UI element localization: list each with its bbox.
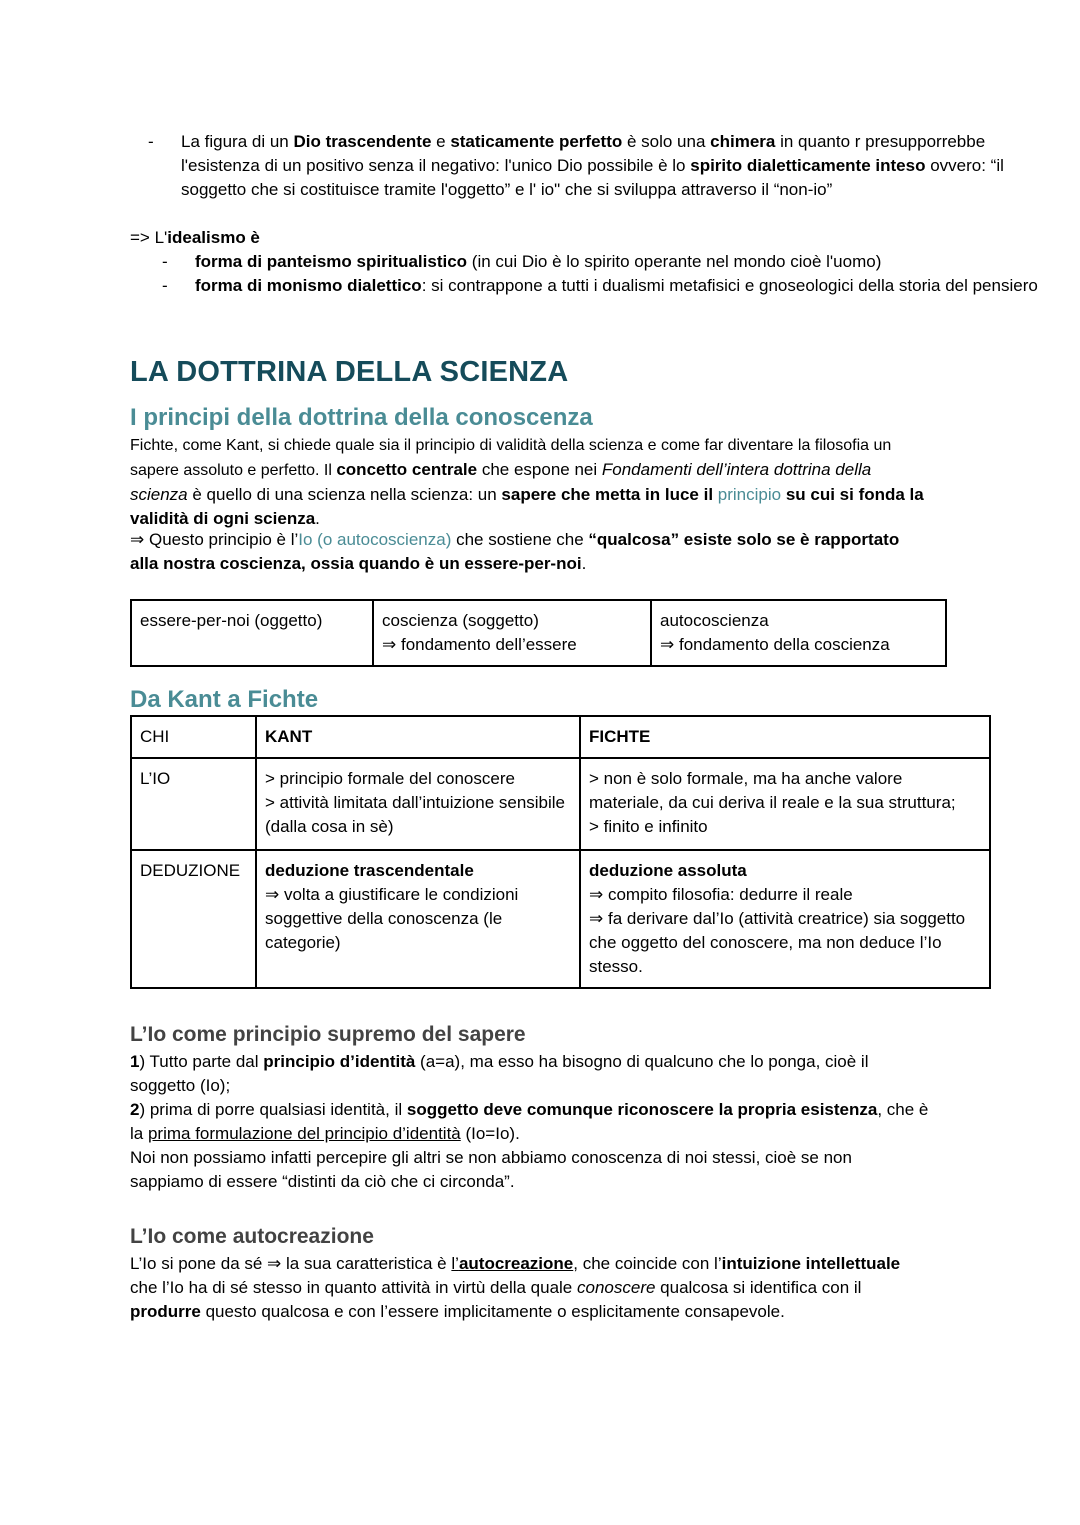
bold-run: sapere che metta in luce il	[501, 485, 718, 504]
bold-run: staticamente perfetto	[450, 132, 623, 151]
kant-fichte-heading: Da Kant a Fichte	[130, 686, 319, 713]
bold-run: forma di monismo dialettico	[195, 276, 422, 295]
text-run: ⇒ Questo principio è l’	[130, 530, 299, 549]
bold-run: concetto centrale	[336, 460, 478, 479]
row-label: L’IO	[131, 758, 256, 850]
cell-line: ⇒ volta a giustificare le condizioni soggettive della conoscenza (le categorie)	[265, 885, 519, 952]
underlined-run: prima formulazione del principio d’identità	[147, 1124, 461, 1143]
italic-run: Fondamenti dell’intera dottrina della scienza	[130, 460, 872, 504]
text-run: .	[315, 509, 320, 528]
text-run: (a=a), ma esso ha bisogno di qualcuno che lo ponga, cioè il soggetto (Io);	[130, 1052, 869, 1095]
supremo-point-1	[130, 1050, 930, 1098]
underlined-run: l’	[451, 1254, 459, 1273]
text-run: è quello di una scienza nella scienza: un	[187, 485, 502, 504]
concept-table	[130, 599, 947, 667]
bold-run: chimera	[710, 132, 776, 151]
intro-bullet-text	[181, 130, 1051, 202]
table-cell	[651, 600, 946, 666]
table-row	[131, 600, 946, 666]
cell-line: ⇒ compito filosofia: dedurre il reale	[589, 885, 853, 904]
supremo-point-2	[130, 1098, 940, 1146]
bullet-dash: -	[148, 132, 154, 151]
text-run: qualcosa si identifica con il	[655, 1278, 862, 1297]
text-run: , che è la	[130, 1100, 929, 1143]
cell-line: > non è solo formale, ma ha anche valore materiale, da cui deriva il reale e la sua struttura;	[589, 769, 956, 812]
cell-line: > finito e infinito	[589, 817, 708, 836]
highlight-run: Io (o autocoscienza)	[298, 530, 452, 549]
bold-run: produrre	[130, 1302, 201, 1321]
table-cell	[373, 600, 651, 666]
idealismo-lead	[130, 226, 260, 250]
text-run: e	[431, 132, 451, 151]
text-run: : si contrappone a tutti i dualismi metafisici e gnoseologici della storia del pensiero	[421, 276, 1038, 295]
text-run: (Io=Io).	[460, 1124, 520, 1143]
idealismo-item	[195, 274, 1045, 298]
italic-run: conoscere	[577, 1278, 656, 1297]
text-run: => L'	[130, 228, 168, 247]
cell-title: deduzione trascendentale	[265, 861, 474, 880]
bold-run: spirito dialetticamente inteso	[690, 156, 926, 175]
bullet-dash: -	[162, 276, 168, 295]
cell-line: ⇒ fondamento dell’essere	[382, 635, 577, 654]
table-header-row	[131, 716, 990, 758]
text-run: che l’Io ha di sé stesso in quanto attività in virtù della quale	[130, 1278, 577, 1297]
text-run: ovvero: “il soggetto che si costituisce tramite l'oggetto” e l' io" che si sviluppa attraverso il “non-io”	[181, 156, 1004, 199]
bold-run: “qualcosa” esiste solo se è rapportato alla nostra coscienza, ossia quando è un essere-per-noi	[130, 530, 900, 573]
bold-run: forma di panteismo spiritualistico	[195, 252, 468, 271]
fichte-cell	[580, 850, 990, 988]
bold-run: idealismo è	[167, 228, 260, 247]
fichte-cell	[580, 758, 990, 850]
text-run: che sostiene che	[451, 530, 589, 549]
cell-line: > principio formale del conoscere	[265, 769, 515, 788]
cell-line: ⇒ fa derivare dal’Io (attività creatrice) sia soggetto che oggetto del conoscere, ma non deduce l’Io stesso.	[589, 909, 966, 976]
table-row	[131, 758, 990, 850]
kant-fichte-table	[130, 715, 991, 989]
principi-heading: I principi della dottrina della conoscenza	[130, 404, 593, 431]
header-cell: FICHTE	[580, 716, 990, 758]
supremo-heading: L’Io come principio supremo del sapere	[130, 1023, 526, 1046]
text-run: (in cui Dio è lo spirito operante nel mondo cioè l'uomo)	[467, 252, 882, 271]
number: 2	[130, 1100, 140, 1119]
principi-paragraph	[130, 433, 930, 531]
number: 1	[130, 1052, 140, 1071]
text-run: è solo una	[622, 132, 711, 151]
kant-cell	[256, 758, 580, 850]
text-run: questo qualcosa e con l’essere implicitamente o esplicitamente consapevole.	[200, 1302, 785, 1321]
bold-run: Dio trascendente	[293, 132, 432, 151]
section-title: LA DOTTRINA DELLA SCIENZA	[130, 356, 569, 388]
cell-line: autocoscienza	[660, 611, 769, 630]
cell-line: ⇒ fondamento della coscienza	[660, 635, 890, 654]
highlight-run: principio	[717, 485, 782, 504]
row-label: DEDUZIONE	[131, 850, 256, 988]
cell-title: deduzione assoluta	[589, 861, 747, 880]
header-cell: CHI	[131, 716, 256, 758]
text-run: in quanto r presupporrebbe l'esistenza di un positivo senza il negativo: l'unico Dio possibile è lo	[181, 132, 986, 175]
bold-run: soggetto deve comunque riconoscere la propria esistenza	[406, 1100, 878, 1119]
idealismo-item	[195, 250, 1045, 274]
cell-line: > attività limitata dall’intuizione sensibile (dalla cosa in sè)	[265, 793, 566, 836]
supremo-point-3: Noi non possiamo infatti percepire gli altri se non abbiamo conoscenza di noi stessi, cioè se non sappiamo di essere “distinti da ciò che ci circonda”.	[130, 1148, 852, 1191]
cell-line: coscienza (soggetto)	[382, 611, 539, 630]
bold-run: principio d’identità	[263, 1052, 416, 1071]
header-cell: KANT	[256, 716, 580, 758]
kant-cell	[256, 850, 580, 988]
text-run: La figura di un	[181, 132, 294, 151]
underlined-bold-run: autocreazione	[458, 1254, 574, 1273]
cell-line: essere-per-noi (oggetto)	[140, 611, 323, 630]
text-run: .	[581, 554, 587, 573]
table-row	[131, 850, 990, 988]
autocreazione-heading: L’Io come autocreazione	[130, 1225, 374, 1248]
text-run: ) Tutto parte dal	[139, 1052, 264, 1071]
text-run: ) prima di porre qualsiasi identità, il	[139, 1100, 407, 1119]
bold-run: su cui si fonda la validità di ogni scienza	[130, 485, 924, 528]
autocreazione-paragraph	[130, 1252, 910, 1324]
text-run: Fichte, come Kant, si chiede quale sia il principio di validità della scienza e come far diventare la filosofia un sapere assoluto e perfetto. Il	[130, 437, 892, 479]
text-run: , che coincide con l’	[573, 1254, 722, 1273]
table-cell	[131, 600, 373, 666]
text-run: che espone nei	[477, 460, 602, 479]
principi-paragraph-2	[130, 528, 930, 576]
bold-run: intuizione intellettuale	[721, 1254, 901, 1273]
bullet-dash: -	[162, 252, 168, 271]
text-run: L’Io si pone da sé ⇒ la sua caratteristica è	[130, 1254, 452, 1273]
